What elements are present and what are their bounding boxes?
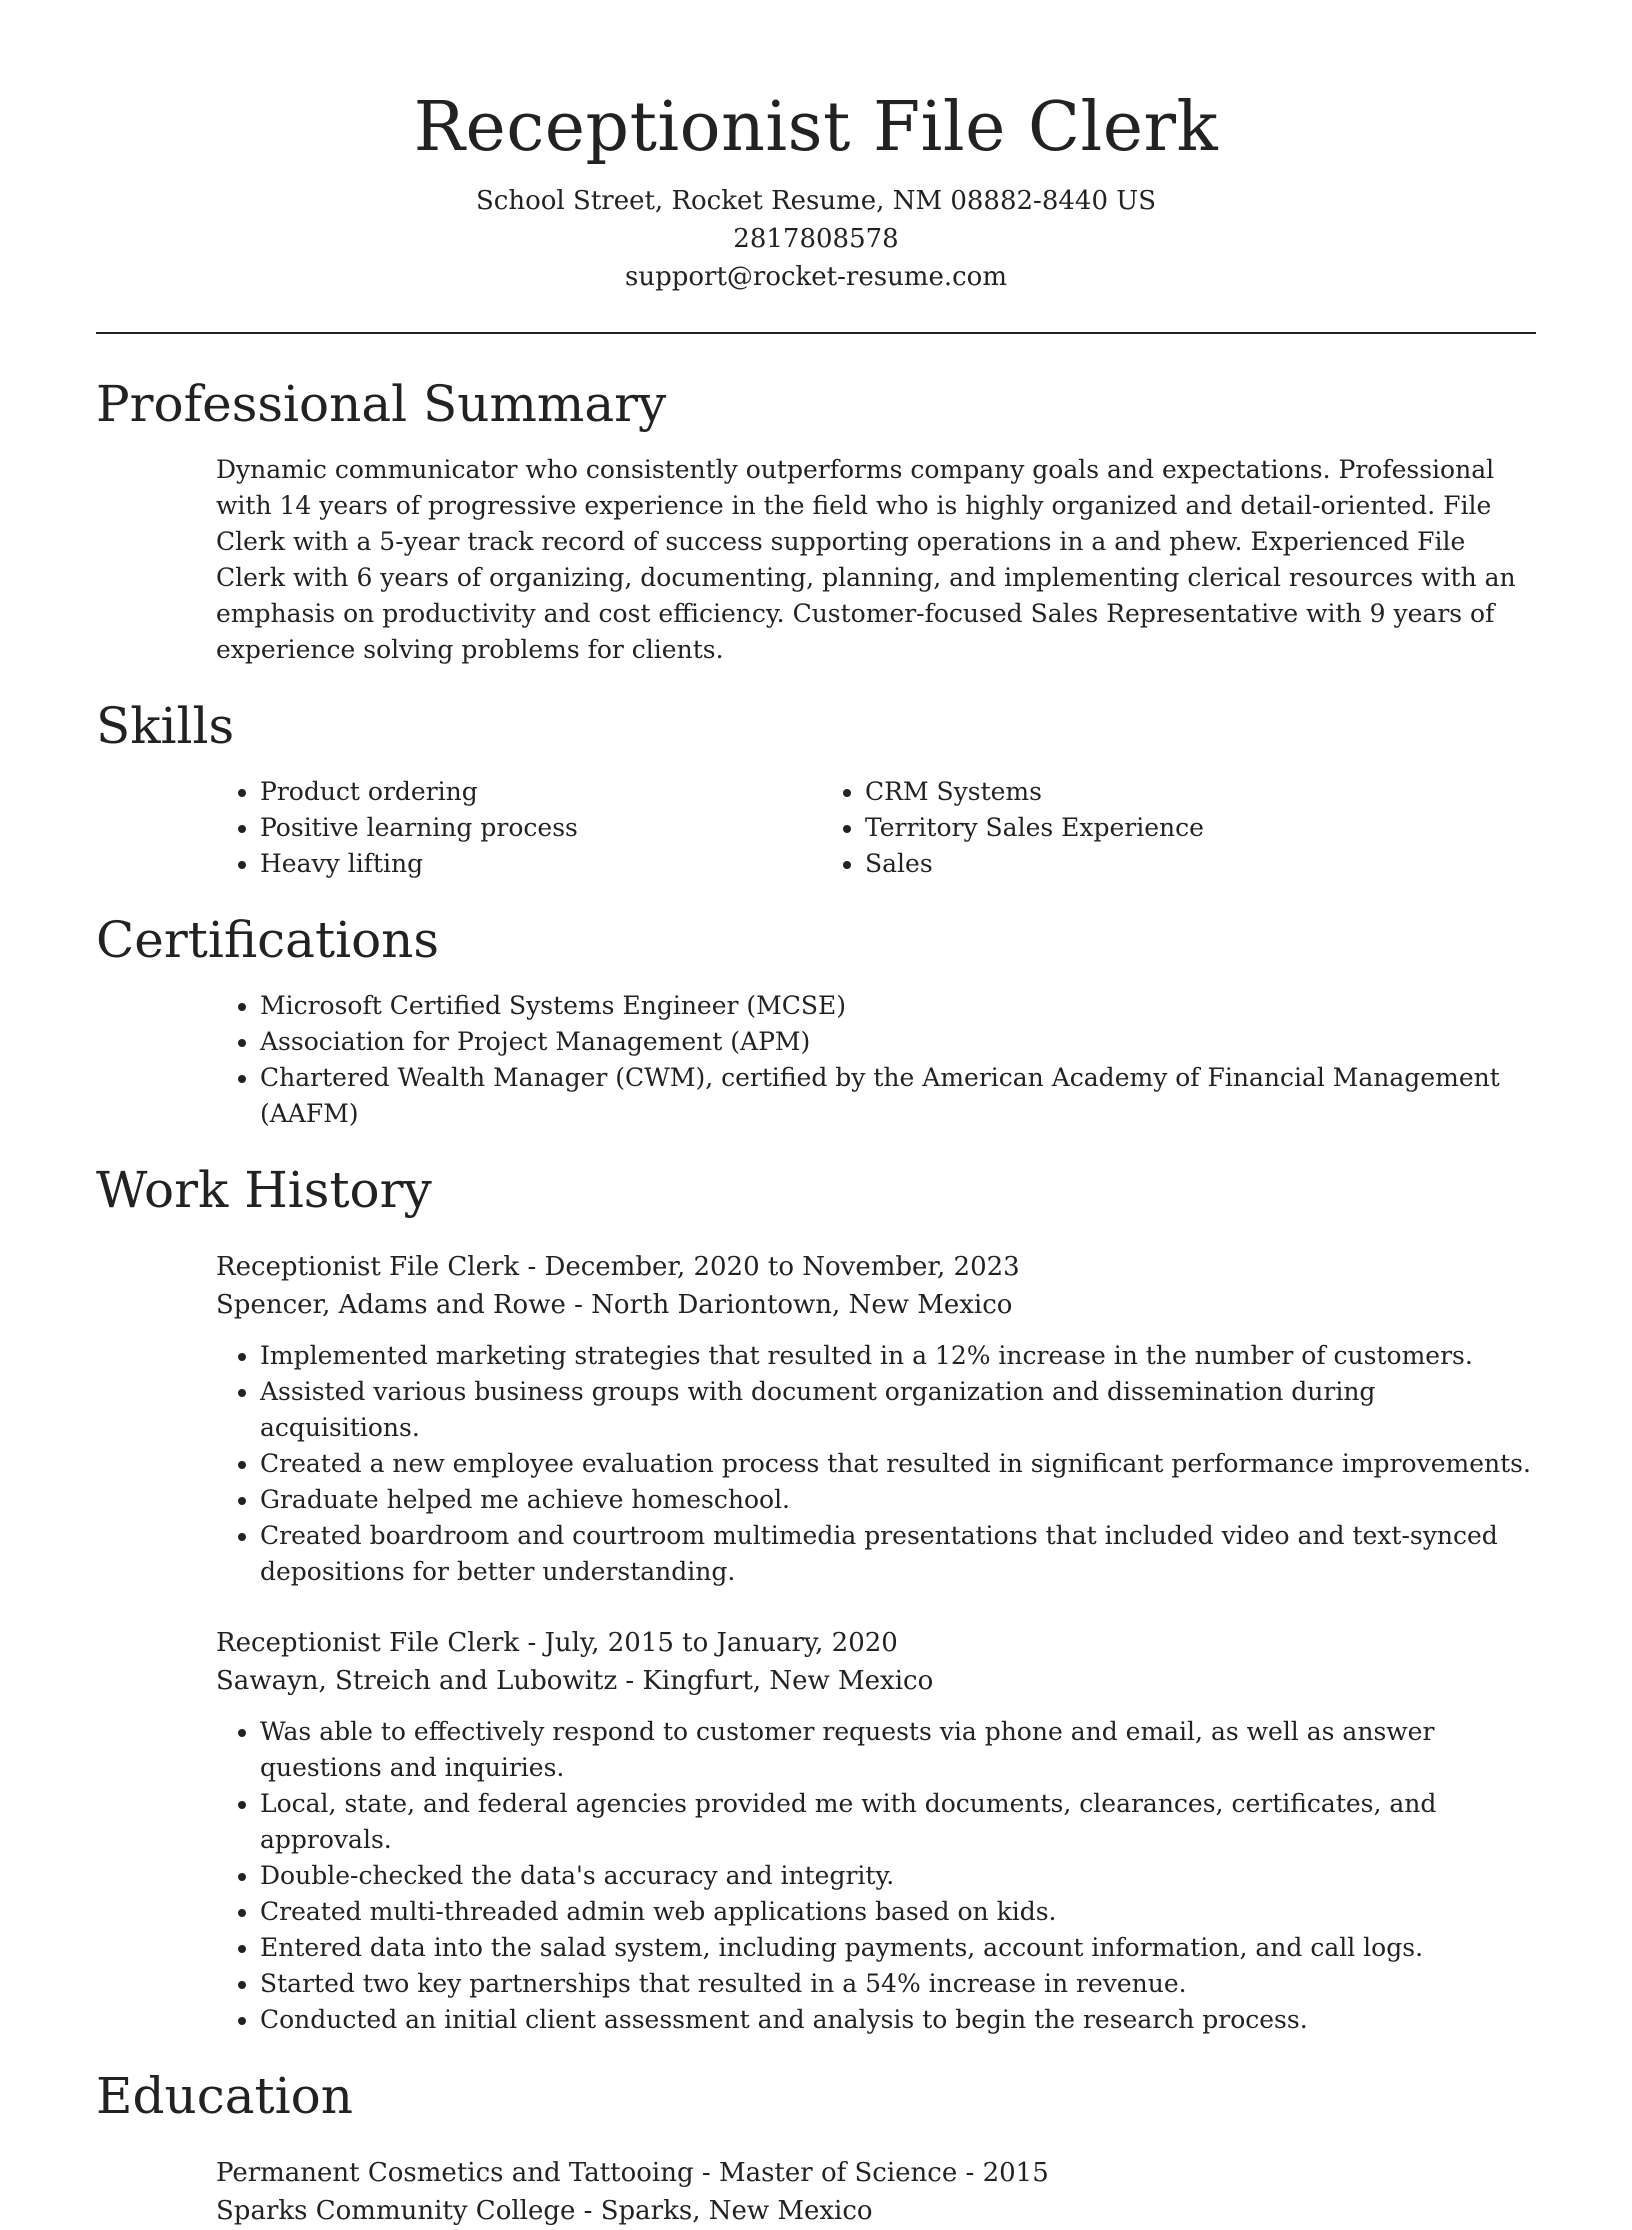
work-history-title: Work History xyxy=(96,1161,432,1219)
skill-item: • Positive learning process xyxy=(260,810,821,846)
skills-grid xyxy=(216,774,1536,882)
certifications-section xyxy=(96,906,1536,1132)
contact-info xyxy=(96,182,1536,296)
job-company-line: Spencer, Adams and Rowe - North Dariontown, New Mexico xyxy=(216,1290,1013,1320)
job-bullet: • Assisted various business groups with document organization and dissemination during acquisitions. xyxy=(260,1374,1536,1446)
skill-item: • CRM Systems xyxy=(865,774,1426,810)
skills-section xyxy=(96,692,1536,882)
certification-item: • Chartered Wealth Manager (CWM), certified by the American Academy of Financial Management (AAFM) xyxy=(260,1060,1536,1132)
job-bullet: • Started two key partnerships that resulted in a 54% increase in revenue. xyxy=(260,1966,1536,2002)
job-bullet: • Created boardroom and courtroom multimedia presentations that included video and text-synced depositions for better understanding. xyxy=(260,1518,1536,1590)
resume-header xyxy=(96,80,1536,296)
job-bullet: • Conducted an initial client assessment and analysis to begin the research process. xyxy=(260,2002,1536,2038)
job-bullet: • Created a new employee evaluation process that resulted in significant performance improvements. xyxy=(260,1446,1536,1482)
phone: 2817808578 xyxy=(733,224,899,254)
job-role-line: Receptionist File Clerk - July, 2015 to January, 2020 xyxy=(216,1628,898,1658)
job-entry xyxy=(216,1248,1536,1590)
job-bullet: • Created multi-threaded admin web applications based on kids. xyxy=(260,1894,1536,1930)
work-history-section xyxy=(96,1156,1536,2038)
certification-item: • Association for Project Management (APM) xyxy=(260,1024,1536,1060)
skill-item: • Territory Sales Experience xyxy=(865,810,1426,846)
job-entry xyxy=(216,1624,1536,2038)
skills-title: Skills xyxy=(96,697,235,755)
job-bullet: • Graduate helped me achieve homeschool. xyxy=(260,1482,1536,1518)
skills-column-left xyxy=(216,774,821,882)
job-role-line: Receptionist File Clerk - December, 2020 to November, 2023 xyxy=(216,1252,1020,1282)
job-bullet: • Implemented marketing strategies that resulted in a 12% increase in the number of customers. xyxy=(260,1338,1536,1374)
job-bullet: • Entered data into the salad system, including payments, account information, and call logs. xyxy=(260,1930,1536,1966)
education-section xyxy=(96,2062,1536,2230)
degree-line: Permanent Cosmetics and Tattooing - Master of Science - 2015 xyxy=(216,2158,1049,2188)
email: support@rocket-resume.com xyxy=(624,262,1007,292)
school-line: Sparks Community College - Sparks, New Mexico xyxy=(216,2196,873,2226)
job-bullet: • Double-checked the data's accuracy and integrity. xyxy=(260,1858,1536,1894)
resume-page xyxy=(96,80,1536,2230)
job-bullets xyxy=(216,1338,1536,1590)
education-entry xyxy=(216,2154,1536,2230)
education-title: Education xyxy=(96,2067,353,2125)
certification-item: • Microsoft Certified Systems Engineer (MCSE) xyxy=(260,988,1536,1024)
job-bullet: • Local, state, and federal agencies provided me with documents, clearances, certificates, and approvals. xyxy=(260,1786,1536,1858)
skills-column-right xyxy=(821,774,1426,882)
skill-item: • Product ordering xyxy=(260,774,821,810)
skill-item: • Heavy lifting xyxy=(260,846,821,882)
certifications-title: Certifications xyxy=(96,911,440,969)
skill-item: • Sales xyxy=(865,846,1426,882)
summary-text: Dynamic communicator who consistently outperforms company goals and expectations. Professional with 14 years of progressive experience in the field who is highly organized and detail-oriented. File Clerk with a 5-year track record of success supporting operations in a and phew. Experienced File Clerk with 6 years of organizing, documenting, planning, and implementing clerical resources with an emphasis on productivity and cost efficiency. Customer-focused Sales Representative with 9 years of experience solving problems for clients. xyxy=(216,455,1516,664)
summary-title: Professional Summary xyxy=(96,375,667,433)
candidate-name: Receptionist File Clerk xyxy=(413,88,1219,167)
header-divider xyxy=(96,332,1536,334)
job-bullet: • Was able to effectively respond to customer requests via phone and email, as well as answer questions and inquiries. xyxy=(260,1714,1536,1786)
certifications-list xyxy=(216,988,1536,1132)
job-company-line: Sawayn, Streich and Lubowitz - Kingfurt, New Mexico xyxy=(216,1666,934,1696)
address: School Street, Rocket Resume, NM 08882-8440 US xyxy=(476,186,1156,216)
job-bullets xyxy=(216,1714,1536,2038)
summary-section xyxy=(96,370,1536,668)
